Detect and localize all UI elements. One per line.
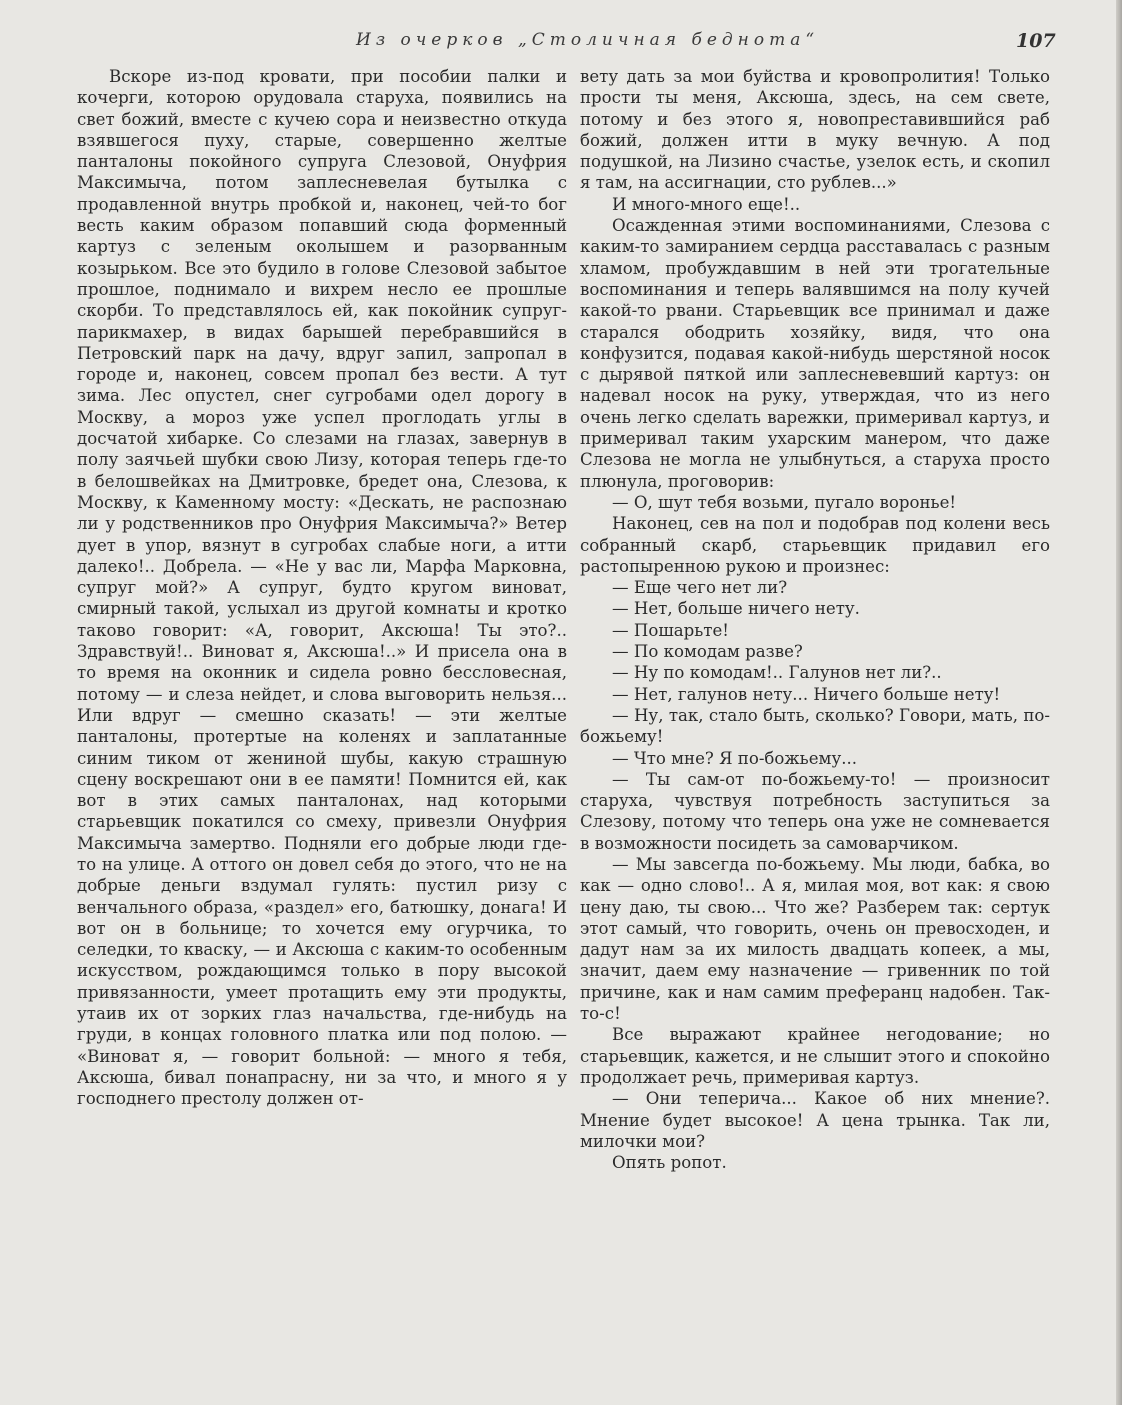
dialogue-line: — О, шут тебя возьми, пугало воронье!	[612, 492, 957, 512]
left-column	[77, 66, 567, 1110]
dialogue-line: — Ты сам-от по-божьему-то! — произносит старуха, чувствуя потребность заступиться за Слезову, потому что теперь она уже не сомневается в возможности посидеть за самоварчиком.	[580, 769, 1050, 853]
dialogue-line: — Мы завсегда по-божьему. Мы люди, бабка, во как — одно слово!.. А я, милая моя, вот как: я свою цену даю, ты свою... Что же? Разберем так: сертук этот самый, что говорить, очень он превосходен, и дадут нам за их милость двадцать копеек, а мы, значит, даем ему назначение — гривенник по той причине, как и нам самим преферанц надобен. Так-то-с!	[580, 854, 1050, 1024]
dialogue-line: — Ну по комодам!.. Галунов нет ли?..	[612, 663, 942, 683]
page-number: 107	[1016, 30, 1056, 52]
dialogue-line: — Они теперича... Какое об них мнение?. Мнение будет высокое! А цена трынка. Так ли, милочки мои?	[580, 1089, 1050, 1151]
paragraph: Наконец, сев на пол и подобрав под колени весь собранный скарб, старьевщик придавил его растопыренною рукою и произнес:	[580, 514, 1050, 576]
paragraph: Осажденная этими воспоминаниями, Слезова с каким-то замиранием сердца расставалась с разным хламом, пробуждавшим в ней эти трогательные воспоминания и теперь валявшимся на полу кучей какой-то рвани. Старьевщик все принимал и даже старался ободрить хозяйку, видя, что она конфузится, подавая какой-нибудь шерстяной носок с дырявой пяткой или заплесневевший картуз: он надевал носок на руку, утверждая, что из него очень легко сделать варежки, примеривал картуз, и примеривал таким ухарским манером, что даже Слезова не могла не улыбнуться, а старуха просто плюнула, проговорив:	[580, 216, 1050, 491]
dialogue-line: — Пошарьте!	[612, 620, 729, 640]
dialogue-line: — Нет, галунов нету... Ничего больше нету!	[612, 684, 1001, 704]
running-head: Из очерков „Столичная беднота“	[356, 30, 820, 50]
dialogue-line: — Еще чего нет ли?	[612, 578, 788, 598]
paragraph: Все выражают крайнее негодование; но старьевщик, кажется, и не слышит этого и спокойно продолжает речь, примеривая картуз.	[580, 1025, 1050, 1087]
dialogue-line: — Ну, так, стало быть, сколько? Говори, мать, по-божьему!	[580, 705, 1050, 747]
page-edge-shadow	[1116, 0, 1122, 1405]
dialogue-line: — Что мне? Я по-божьему...	[612, 748, 858, 768]
paragraph: вету дать за мои буйства и кровопролития! Только прости ты меня, Аксюша, здесь, на сем свете, потому и без этого я, новопреставившийся раб божий, должен итти в муку вечную. А под подушкой, на Лизино счастье, узелок есть, и скопил я там, на ассигнации, сто рублев...»	[580, 67, 1050, 193]
paragraph: Опять ропот.	[612, 1153, 727, 1173]
paragraph: И много-много еще!..	[612, 194, 801, 214]
right-column	[580, 66, 1050, 1173]
dialogue-line: — По комодам разве?	[612, 642, 803, 662]
paragraph: Вскоре из-под кровати, при пособии палки и кочерги, которою орудовала старуха, появились на свет божий, вместе с кучею сора и неизвестно откуда взявшегося пуху, старые, совершенно желтые панталоны покойного супруга Слезовой, Онуфрия Максимыча, потом заплесневелая бутылка с продавленной внутрь пробкой и, наконец, чей-то бог весть каким образом попавший сюда форменный картуз с зеленым околышем и разорванным козырьком. Все это будило в голове Слезовой забытое прошлое, поднимало и вихрем несло ее прошлые скорби. То представлялось ей, как покойник супруг-парикмахер, в видах барышей перебравшийся в Петровский парк на дачу, вдруг запил, запропал в городе и, наконец, совсем пропал без вести. А тут зима. Лес опустел, снег сугробами одел дорогу в Москву, а мороз уже успел проглодать углы в досчатой хибарке. Со слезами на глазах, завернув в полу заячьей шубки свою Лизу, которая теперь где-то в белошвейках на Дмитровке, бредет она, Слезова, к Москву, к Каменному мосту: «Дескать, не распознаю ли у родственников про Онуфрия Максимыча?» Ветер дует в упор, вязнут в сугробах слабые ноги, а итти далеко!.. Добрела. — «Не у вас ли, Марфа Марковна, супруг мой?» А супруг, будто кругом виноват, смирный такой, услыхал из другой комнаты и кротко таково говорит: «А, говорит, Аксюша! Ты это?.. Здравствуй!.. Виноват я, Аксюша!..» И присела она в то время на оконник и сидела ровно бессловесная, потому — и слеза нейдет, и слова выговорить нельзя... Или вдруг — смешно сказать! — эти желтые панталоны, протертые на коленях и заплатанные синим тиком от жениной шубы, какую страшную сцену воскрешают они в ее памяти! Помнится ей, как вот в этих самых панталонах, над которыми старьевщик покатился со смеху, привезли Онуфрия Максимыча замертво. Подняли его добрые люди где-то на улице. А оттого он довел себя до этого, что не на добрые деньги вздумал гулять: пустил ризу с венчального образа, «раздел» его, батюшку, донага! И вот он в больнице; то хочется ему огурчика, то селедки, то кваску, — и Аксюша с каким-то особенным искусством, рождающимся только в пору высокой привязанности, умеет протащить ему эти продукты, утаив их от зорких глаз начальства, где-нибудь на груди, в концах головного платка или под полою. — «Виноват я, — говорит больной: — много я тебя, Аксюша, бивал понапрасну, ни за что, и много я у господнего престолу должен от-	[77, 67, 567, 1109]
dialogue-line: — Нет, больше ничего нету.	[612, 599, 860, 619]
